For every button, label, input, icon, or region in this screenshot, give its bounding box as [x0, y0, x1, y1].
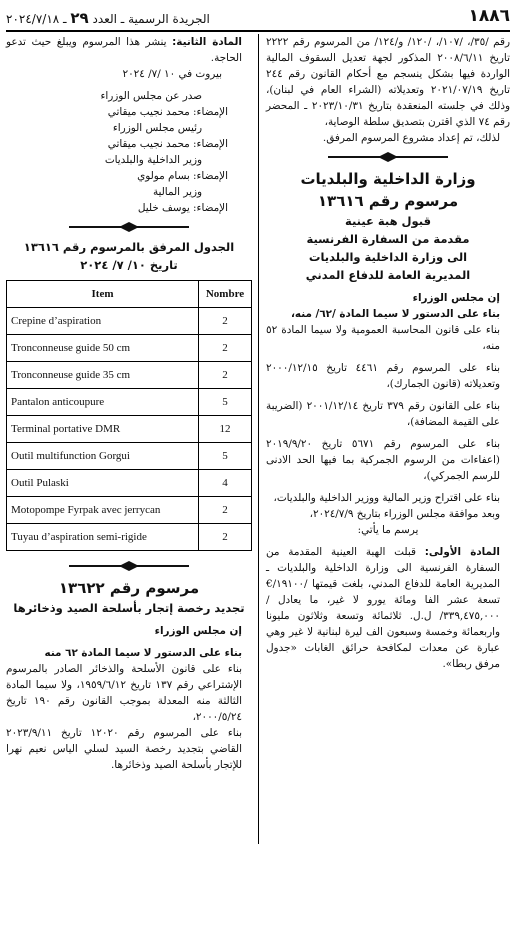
- item-count: 2: [199, 335, 252, 362]
- table-row: [7, 362, 252, 389]
- council-line-2: إن مجلس الوزراء: [154, 625, 242, 637]
- signature-line-8: الإمضاء: يوسف خليل: [137, 202, 228, 214]
- table-date: تاريخ ١٠/ ٧/ ٢٠٢٤: [80, 258, 178, 272]
- ministry-heading: وزارة الداخلية والبلديات: [300, 170, 476, 188]
- signature-line-5: وزير الداخلية والبلديات: [104, 154, 202, 166]
- article-1: [266, 544, 510, 672]
- table-header-row: [7, 281, 252, 308]
- recital-2: بناء على قانون المحاسبة العمومية ولا سيما المادة ٥٢ منه،: [266, 324, 500, 352]
- table-header-item: Item: [7, 281, 199, 308]
- item-count: 5: [199, 389, 252, 416]
- item-name: Outil multifunction Gorgui: [7, 443, 199, 470]
- council-line: إن مجلس الوزراء: [412, 292, 500, 304]
- right-column: [266, 34, 510, 672]
- article-1-label: المادة الأولى:: [424, 546, 500, 558]
- decree-2-number: مرسوم رقم ١٣٦٢٢: [58, 579, 200, 597]
- item-count: 2: [199, 362, 252, 389]
- decrees-line: يرسم ما يأتي:: [357, 524, 419, 536]
- signature-line-4: الإمضاء: محمد نجيب ميقاتي: [107, 138, 228, 150]
- decree-2-recital-1: بناء على الدستور لا سيما المادة ٦٢ منه: [44, 647, 242, 659]
- issue-date: ـ ٢٠٢٤/٧/١٨: [6, 12, 67, 26]
- item-count: 2: [199, 497, 252, 524]
- item-count: 5: [199, 443, 252, 470]
- items-table: [6, 280, 252, 551]
- item-name: Tuyau d’aspiration semi-rigide: [7, 524, 199, 551]
- gazette-title: [6, 9, 210, 27]
- decree-2-recital-3: بناء على المرسوم رقم ١٢٠٢٠ تاريخ ٢٠٢٣/٩/١١ القاضي بتجديد رخصة السيد لسلي الياس نعيم نهرا للإتجار بأسلحة الصيد وذخائرها.: [6, 727, 242, 771]
- intro-conclusion: لذلك، تم إعداد مشروع المرسوم المرفق.: [322, 132, 500, 144]
- item-count: 4: [199, 470, 252, 497]
- article-2-text: ينشر هذا المرسوم ويبلغ حيث تدعو الحاجة.: [6, 36, 242, 64]
- article-2-label: المادة الثانية:: [172, 36, 242, 48]
- article-1-text: قبلت الهبة العينية المقدمة من السفارة الفرنسية الى وزارة الداخلية والبلديات ـ المديرية العامة للدفاع المدني، بلغت قيمتها /١٩١٠٠/€ تسعة عشر الفا ومائة يورو لا غير، ما يعادل /٣٣٩,٤٧٥,٠٠٠/ ل.ل. ثلاثمائة وتسعة وثلاثون مليونا واربعمائة وخمسة وسبعون الف ليرة لبنانية لا غير وهي عبارة عن معدات لمكافحة حرائق الغابات «جدول مرفق ربطا».: [266, 546, 500, 670]
- intro-paragraph: رقم /٣٥/، /١٠٧/، /١٢٠/ و/١٢٤/ من المرسوم رقم ٢٢٢٢ تاريخ ٢٠٠٨/٦/١١ المذكور لجهة تعديل السقوف المالية الواردة فيها بشكل ينسجم مع أحكام القانون رقم ٢٤٤ تاريخ ٢٠٢١/٠٧/١٩ وتعديلاته (الشراء العام في لبنان)، وذلك في جلسته المنعقدة بتاريخ ٢٠٢٣/١٠/٣١ ـ المحضر رقم ٧٤ الذي اقترن بتصديق سلطة الوصاية،: [266, 36, 510, 128]
- item-count: 12: [199, 416, 252, 443]
- table-row: [7, 443, 252, 470]
- section-divider-2: [6, 220, 252, 234]
- item-count: 2: [199, 308, 252, 335]
- table-row: [7, 416, 252, 443]
- recital-6: بناء على اقتراح وزير المالية ووزير الداخلية والبلديات،: [273, 492, 500, 504]
- table-row: [7, 497, 252, 524]
- signature-line-3: رئيس مجلس الوزراء: [112, 122, 202, 134]
- recital-5: بناء على المرسوم رقم ٥٦٧١ تاريخ ٢٠١٩/٩/٢٠ (اعفاءات من الرسوم الجمركية بما فيها الحد الادنى للرسم الجمركي)،: [266, 438, 501, 482]
- table-header-count: Nombre: [199, 281, 252, 308]
- left-column: [6, 34, 252, 773]
- section-divider-3: [6, 559, 252, 573]
- recital-7: وبعد موافقة مجلس الوزراء بتاريخ ٢٠٢٤/٧/٩،: [309, 508, 500, 520]
- item-name: Pantalon anticoupure: [7, 389, 199, 416]
- header-rule: [6, 30, 510, 32]
- signature-line-2: الإمضاء: محمد نجيب ميقاتي: [107, 106, 228, 118]
- decree-2-subject: تجديد رخصة إتجار بأسلحة الصيد وذخائرها: [13, 601, 245, 615]
- decree-subject: قبول هبة عينية مقدمة من السفارة الفرنسية الى وزارة الداخلية والبلديات المديرية العامة للدفاع المدني: [305, 214, 471, 282]
- recital-3: بناء على المرسوم رقم ٤٤٦١ تاريخ ٢٠٠٠/١٢/١٥ وتعديلاته (قانون الجمارك)،: [266, 362, 501, 390]
- article-2: [6, 34, 252, 66]
- table-row: [7, 389, 252, 416]
- recital-1: بناء على الدستور لا سيما المادة /٦٢/ منه،: [290, 308, 500, 320]
- item-count: 2: [199, 524, 252, 551]
- decree-2-recital-2: بناء على قانون الأسلحة والذخائر الصادر بالمرسوم الإشتراعي رقم ١٣٧ تاريخ ١٩٥٩/٦/١٢، ولا سيما المادة الثالثة منه المعدلة بموجب القانون رقم ١٩٠ تاريخ ٢٠٠٠/٥/٢٤،: [6, 663, 243, 723]
- item-name: Terminal portative DMR: [7, 416, 199, 443]
- table-row: [7, 470, 252, 497]
- issue-number: ٢٩: [70, 9, 89, 27]
- decree-number: مرسوم رقم ١٣٦١٦: [317, 192, 459, 210]
- signature-line-1: صدر عن مجلس الوزراء: [100, 90, 202, 102]
- signature-line-6: الإمضاء: بسام مولوي: [137, 170, 228, 182]
- item-name: Crepine d’aspiration: [7, 308, 199, 335]
- table-title: الجدول المرفق بالمرسوم رقم ١٣٦١٦: [23, 240, 235, 254]
- item-name: Tronconneuse guide 35 cm: [7, 362, 199, 389]
- recital-4: بناء على القانون رقم ٣٧٩ تاريخ ٢٠٠١/١٢/١٤ (الضريبة على القيمة المضافة)،: [266, 400, 500, 428]
- section-divider: [266, 150, 510, 164]
- page-number: ١٨٨٦: [468, 6, 510, 26]
- item-name: Tronconneuse guide 50 cm: [7, 335, 199, 362]
- table-row: [7, 335, 252, 362]
- column-divider: [258, 34, 259, 844]
- table-row: [7, 308, 252, 335]
- gazette-name: الجريدة الرسمية ـ العدد: [92, 12, 210, 26]
- place-date: بيروت في ١٠ /٧/ ٢٠٢٤: [122, 68, 222, 80]
- item-name: Motopompe Fyrpak avec jerrycan: [7, 497, 199, 524]
- signature-line-7: وزير المالية: [152, 186, 202, 198]
- page-header: [6, 6, 510, 28]
- item-name: Outil Pulaski: [7, 470, 199, 497]
- table-row: [7, 524, 252, 551]
